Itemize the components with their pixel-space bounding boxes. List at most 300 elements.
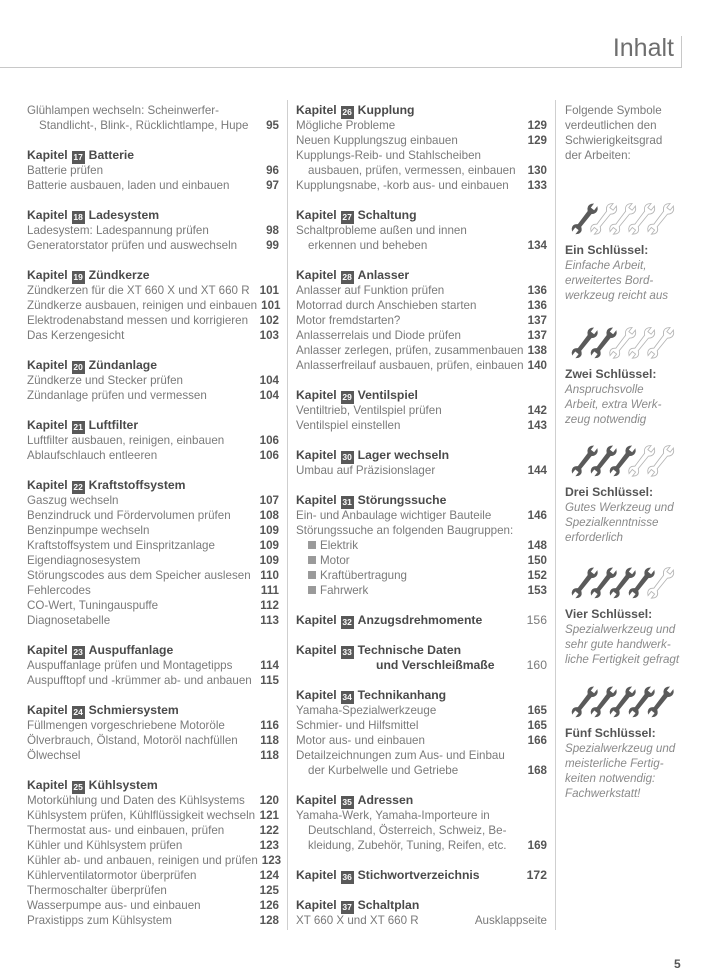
wrench-filled-icon xyxy=(589,444,619,479)
toc-entry-text: Zündkerze ausbauen, reinigen und einbauen xyxy=(27,299,258,312)
toc-entry[interactable] xyxy=(296,298,547,313)
chapter-number-badge: 30 xyxy=(342,452,352,462)
chapter-title-group xyxy=(27,148,134,163)
toc-entry-page: 129 xyxy=(527,134,547,147)
toc-entry-page: 109 xyxy=(259,539,279,552)
toc-entry-page: 165 xyxy=(527,704,547,717)
chapter-title-group xyxy=(27,643,173,658)
wrench-outline-icon xyxy=(646,444,676,479)
wrench-rating xyxy=(565,198,677,240)
wrench-rating xyxy=(565,562,677,604)
chapter-prefix: Kapitel xyxy=(27,268,68,282)
toc-entry[interactable] xyxy=(27,313,279,328)
toc-entry-text: Batterie ausbauen, laden und einbauen xyxy=(27,179,230,192)
toc-entry[interactable] xyxy=(27,853,282,868)
chapter-prefix: Kapitel xyxy=(27,148,68,162)
toc-entry[interactable] xyxy=(296,418,547,433)
toc-entry[interactable] xyxy=(296,808,547,823)
toc-section xyxy=(296,103,547,193)
wrench-filled-icon xyxy=(589,326,619,361)
toc-entry[interactable] xyxy=(27,508,279,523)
chapter-prefix: Kapitel xyxy=(296,643,337,657)
wrench-filled-icon xyxy=(627,685,657,720)
toc-section xyxy=(27,103,279,133)
toc-entry-text: Yamaha-Werk, Yamaha-Importeure in xyxy=(296,809,490,822)
difficulty-description: Arbeit, extra Werk- xyxy=(565,398,662,411)
chapter-title: Adressen xyxy=(357,793,414,807)
toc-entry-text: Praxistipps zum Kühlsystem xyxy=(27,914,172,927)
toc-entry-page: 130 xyxy=(527,164,547,177)
toc-entry[interactable] xyxy=(27,718,279,733)
toc-entry-page: 123 xyxy=(259,839,279,852)
toc-entry[interactable] xyxy=(296,748,547,763)
toc-entry-page: 128 xyxy=(259,914,279,927)
difficulty-description: meisterliche Fertig- xyxy=(565,757,664,770)
toc-entry[interactable] xyxy=(27,373,279,388)
toc-entry[interactable] xyxy=(27,178,279,193)
toc-entry-page: 107 xyxy=(259,494,279,507)
toc-entry-text: Auspufftopf und -krümmer ab- und anbauen xyxy=(27,674,252,687)
toc-entry-text: CO-Wert, Tuningauspuffe xyxy=(27,599,159,612)
toc-entry-text: Motorkühlung und Daten des Kühlsystems xyxy=(27,794,245,807)
toc-entry-page: 118 xyxy=(260,734,279,747)
toc-entry-page: 109 xyxy=(259,554,279,567)
toc-entry[interactable] xyxy=(27,238,279,253)
wrench-outline-icon xyxy=(608,326,638,361)
toc-entry-page: 120 xyxy=(259,794,279,807)
toc-entry[interactable] xyxy=(27,733,279,748)
toc-entry-text: Fehlercodes xyxy=(27,584,91,597)
chapter-page: 160 xyxy=(526,658,547,672)
chapter-number-badge: 31 xyxy=(342,497,352,507)
difficulty-description: Einfache Arbeit, xyxy=(565,259,647,272)
chapter-heading[interactable] xyxy=(296,643,547,658)
toc-entry[interactable] xyxy=(296,358,547,373)
chapter-heading[interactable] xyxy=(296,868,547,883)
toc-entry[interactable] xyxy=(27,913,279,928)
toc-entry-text: Ein- und Anbaulage wichtiger Bauteile xyxy=(296,509,492,522)
toc-entry-text: Motor fremdstarten? xyxy=(296,314,401,327)
toc-section xyxy=(296,613,547,628)
chapter-number-badge: 26 xyxy=(342,107,352,117)
toc-section xyxy=(296,868,547,883)
wrench-rating xyxy=(565,322,677,364)
chapter-prefix: Kapitel xyxy=(296,448,337,462)
chapter-heading[interactable] xyxy=(296,103,547,118)
toc-entry-page: 133 xyxy=(527,179,547,192)
chapter-title-group xyxy=(27,268,150,283)
chapter-title-group xyxy=(296,613,482,628)
legend-intro-line: Schwierigkeitsgrad xyxy=(565,134,663,147)
chapter-page: 172 xyxy=(526,868,547,882)
toc-entry[interactable] xyxy=(27,493,279,508)
chapter-title: Kühlsystem xyxy=(88,778,158,792)
toc-entry[interactable] xyxy=(296,523,547,538)
toc-entry-page: 111 xyxy=(260,584,279,597)
toc-entry-text: Mögliche Probleme xyxy=(296,119,396,132)
toc-entry[interactable] xyxy=(27,868,279,883)
toc-section xyxy=(27,643,279,688)
difficulty-level xyxy=(565,322,715,427)
toc-entry[interactable] xyxy=(27,808,279,823)
toc-entry[interactable] xyxy=(296,838,547,853)
difficulty-description: Anspruchsvolle xyxy=(565,383,644,396)
toc-entry-text: Anlasser zerlegen, prüfen, zusammenbauen xyxy=(296,344,524,357)
toc-entry-text: Batterie prüfen xyxy=(27,164,104,177)
toc-entry[interactable] xyxy=(296,553,547,568)
chapter-title-group xyxy=(296,448,449,463)
toc-entry[interactable] xyxy=(296,343,547,358)
toc-entry-text: Kühlsystem prüfen, Kühlflüssigkeit wechseln xyxy=(27,809,256,822)
toc-section xyxy=(27,208,279,253)
toc-entry-page: 150 xyxy=(527,554,547,567)
chapter-heading[interactable] xyxy=(27,778,279,793)
chapter-number-badge: 24 xyxy=(73,707,83,717)
chapter-heading[interactable] xyxy=(296,268,547,283)
toc-entry-page: 169 xyxy=(527,839,547,852)
toc-entry-page: 114 xyxy=(260,659,279,672)
toc-entry-page: 101 xyxy=(259,284,279,297)
toc-entry-text: Benzindruck und Fördervolumen prüfen xyxy=(27,509,231,522)
wrench-filled-icon xyxy=(608,566,638,601)
toc-entry-text: der Kurbelwelle und Getriebe xyxy=(308,764,459,777)
difficulty-description: sehr gute handwerk- xyxy=(565,638,671,651)
toc-entry-text: Luftfilter ausbauen, reinigen, einbauen xyxy=(27,434,225,447)
toc-entry-text: Ölverbrauch, Ölstand, Motoröl nachfüllen xyxy=(27,734,238,747)
toc-entry-text: Benzinpumpe wechseln xyxy=(27,524,150,537)
toc-entry[interactable] xyxy=(27,613,279,628)
difficulty-description: Fachwerkstatt! xyxy=(565,787,641,800)
chapter-prefix: Kapitel xyxy=(296,493,337,507)
chapter-heading[interactable] xyxy=(27,703,279,718)
chapter-heading[interactable] xyxy=(296,448,547,463)
wrench-filled-icon xyxy=(608,685,638,720)
toc-entry-text: Diagnosetabelle xyxy=(27,614,111,627)
chapter-heading[interactable] xyxy=(296,688,547,703)
toc-entry-page: 101 xyxy=(261,299,281,312)
toc-entry[interactable] xyxy=(296,463,547,478)
toc-entry[interactable] xyxy=(296,538,547,553)
toc-entry-page: 137 xyxy=(527,314,547,327)
chapter-number-badge: 28 xyxy=(342,272,352,282)
difficulty-description: erforderlich xyxy=(565,531,623,544)
toc-entry[interactable] xyxy=(27,898,279,913)
toc-entry-page: 108 xyxy=(259,509,279,522)
toc-entry[interactable] xyxy=(296,583,547,598)
toc-entry-page xyxy=(543,148,547,163)
chapter-title: Anlasser xyxy=(357,268,410,282)
chapter-title-group xyxy=(27,778,158,793)
toc-entry-page: 129 xyxy=(527,119,547,132)
wrench-filled-icon xyxy=(570,444,600,479)
chapter-title: Kraftstoffsystem xyxy=(88,478,186,492)
wrench-filled-icon xyxy=(589,685,619,720)
chapter-title: Kupplung xyxy=(357,103,415,117)
toc-entry[interactable] xyxy=(296,568,547,583)
chapter-heading[interactable] xyxy=(27,208,279,223)
toc-entry[interactable] xyxy=(296,763,547,778)
toc-entry-page xyxy=(275,103,279,118)
toc-section xyxy=(296,448,547,478)
toc-entry[interactable] xyxy=(296,328,547,343)
toc-entry-text: Eigendiagnosesystem xyxy=(27,554,141,567)
toc-entry[interactable] xyxy=(296,913,547,928)
toc-entry-page: 138 xyxy=(527,344,547,357)
chapter-heading[interactable] xyxy=(296,898,547,913)
chapter-title: Lager wechseln xyxy=(357,448,450,462)
chapter-title: Stichwortverzeichnis xyxy=(357,868,480,882)
legend-intro xyxy=(565,103,715,163)
toc-entry-page: 106 xyxy=(259,449,279,462)
wrench-outline-icon xyxy=(608,202,638,237)
toc-entry[interactable] xyxy=(296,118,547,133)
chapter-heading[interactable] xyxy=(27,478,279,493)
chapter-number-badge: 25 xyxy=(73,782,83,792)
toc-entry[interactable] xyxy=(27,103,279,118)
chapter-prefix: Kapitel xyxy=(296,208,337,222)
toc-entry[interactable] xyxy=(27,163,279,178)
toc-entry[interactable] xyxy=(27,223,279,238)
header-rule xyxy=(0,67,682,68)
chapter-title-group xyxy=(27,358,157,373)
chapter-number-badge: 17 xyxy=(73,152,83,162)
toc-entry[interactable] xyxy=(27,328,279,343)
toc-entry[interactable] xyxy=(27,748,279,763)
chapter-title-group xyxy=(27,208,159,223)
chapter-number-badge: 19 xyxy=(73,272,83,282)
toc-entry-text: Wasserpumpe aus- und einbauen xyxy=(27,899,201,912)
toc-entry-text: Elektrodenabstand messen und korrigieren xyxy=(27,314,249,327)
toc-entry[interactable] xyxy=(27,823,279,838)
toc-section xyxy=(27,703,279,763)
chapter-title: Schmiersystem xyxy=(88,703,179,717)
chapter-number-badge: 18 xyxy=(73,212,83,222)
toc-entry-page: 137 xyxy=(527,329,547,342)
toc-entry[interactable] xyxy=(27,883,279,898)
toc-entry-text: Motorrad durch Anschieben starten xyxy=(296,299,477,312)
toc-entry-text: Kraftübertragung xyxy=(296,568,407,583)
toc-entry[interactable] xyxy=(27,118,279,133)
toc-section xyxy=(296,208,547,253)
difficulty-legend xyxy=(565,103,715,800)
column-divider xyxy=(287,100,288,930)
toc-entry[interactable] xyxy=(27,448,279,463)
toc-entry[interactable] xyxy=(296,403,547,418)
toc-section xyxy=(296,268,547,373)
toc-section xyxy=(27,778,282,928)
toc-entry-page: 166 xyxy=(527,734,547,747)
chapter-title-group xyxy=(296,793,413,808)
chapter-prefix: Kapitel xyxy=(27,703,68,717)
toc-entry-text: Das Kerzengesicht xyxy=(27,329,125,342)
toc-entry-page: Ausklappseite xyxy=(474,914,547,927)
toc-entry-page: 116 xyxy=(260,719,279,732)
chapter-prefix: Kapitel xyxy=(296,103,337,117)
chapter-heading[interactable] xyxy=(296,493,547,508)
chapter-heading[interactable] xyxy=(27,268,279,283)
toc-section xyxy=(27,268,279,343)
difficulty-label: Drei Schlüssel: xyxy=(565,485,654,499)
toc-entry[interactable] xyxy=(296,223,547,238)
difficulty-level xyxy=(565,562,715,667)
toc-entry[interactable] xyxy=(27,673,279,688)
toc-entry-text: Kühlerventilatormotor überprüfen xyxy=(27,869,197,882)
toc-entry-text: Ölwechsel xyxy=(27,749,81,762)
toc-entry-text: Glühlampen wechseln: Scheinwerfer- xyxy=(27,104,220,117)
toc-entry-page: 136 xyxy=(527,299,547,312)
toc-entry[interactable] xyxy=(27,538,279,553)
chapter-number-badge: 37 xyxy=(342,902,352,912)
toc-entry-page: 134 xyxy=(527,239,547,252)
chapter-prefix: Kapitel xyxy=(27,358,68,372)
chapter-title-group xyxy=(296,103,415,118)
chapter-number-badge: 20 xyxy=(73,362,83,372)
toc-entry-text: Motor aus- und einbauen xyxy=(296,734,425,747)
toc-entry[interactable] xyxy=(27,298,279,313)
toc-entry[interactable] xyxy=(296,733,547,748)
chapter-title: Zündkerze xyxy=(88,268,150,282)
toc-entry-page: 152 xyxy=(527,569,547,582)
chapter-heading[interactable] xyxy=(296,208,547,223)
toc-entry[interactable] xyxy=(27,553,279,568)
chapter-title: Zündanlage xyxy=(88,358,158,372)
toc-entry[interactable] xyxy=(296,178,547,193)
toc-entry-text: Thermostat aus- und einbauen, prüfen xyxy=(27,824,225,837)
chapter-title: Batterie xyxy=(88,148,135,162)
wrench-outline-icon xyxy=(646,202,676,237)
chapter-prefix: Kapitel xyxy=(27,418,68,432)
toc-entry-text: Motor xyxy=(296,553,350,568)
wrench-outline-icon xyxy=(627,202,657,237)
wrench-filled-icon xyxy=(570,326,600,361)
toc-entry-text: Schmier- und Hilfsmittel xyxy=(296,719,419,732)
wrench-filled-icon xyxy=(627,566,657,601)
toc-entry[interactable] xyxy=(296,508,547,523)
toc-entry[interactable] xyxy=(27,793,279,808)
toc-entry[interactable] xyxy=(27,598,279,613)
toc-entry-page: 153 xyxy=(527,584,547,597)
toc-entry[interactable] xyxy=(296,238,547,253)
wrench-outline-icon xyxy=(627,326,657,361)
chapter-title-group xyxy=(27,418,138,433)
toc-entry-page: 121 xyxy=(259,809,279,822)
toc-column-1 xyxy=(27,103,282,943)
toc-entry-text: Elektrik xyxy=(296,538,358,553)
toc-entry-page xyxy=(543,823,547,838)
chapter-title-group xyxy=(296,643,461,658)
toc-entry[interactable] xyxy=(27,388,279,403)
chapter-number-badge: 27 xyxy=(342,212,352,222)
toc-entry-text: erkennen und beheben xyxy=(308,239,428,252)
toc-entry[interactable] xyxy=(296,163,547,178)
toc-section xyxy=(296,643,547,673)
toc-entry-page: 126 xyxy=(259,899,279,912)
wrench-outline-icon xyxy=(627,444,657,479)
toc-entry[interactable] xyxy=(27,658,279,673)
chapter-heading[interactable] xyxy=(296,613,547,628)
difficulty-description: Spezialwerkzeug und xyxy=(565,623,676,636)
chapter-number-badge: 34 xyxy=(342,692,352,702)
toc-entry-page xyxy=(543,748,547,763)
toc-entry[interactable] xyxy=(27,433,279,448)
toc-entry-page: 98 xyxy=(266,224,279,237)
toc-entry-text: Kupplungs-Reib- und Stahlscheiben xyxy=(296,149,481,162)
wrench-outline-icon xyxy=(589,202,619,237)
toc-entry-page xyxy=(543,808,547,823)
chapter-heading[interactable] xyxy=(296,793,547,808)
toc-entry[interactable] xyxy=(296,718,547,733)
toc-section xyxy=(296,898,547,928)
wrench-filled-icon xyxy=(646,685,676,720)
toc-entry[interactable] xyxy=(27,523,279,538)
toc-entry-page: 113 xyxy=(260,614,279,627)
toc-entry[interactable] xyxy=(296,283,547,298)
chapter-title-group xyxy=(296,268,409,283)
chapter-prefix: Kapitel xyxy=(296,388,337,402)
difficulty-description: Gutes Werkzeug und xyxy=(565,501,674,514)
chapter-prefix: Kapitel xyxy=(27,778,68,792)
toc-entry[interactable] xyxy=(27,583,279,598)
difficulty-label: Ein Schlüssel: xyxy=(565,243,649,257)
toc-section xyxy=(27,358,279,403)
chapter-prefix: Kapitel xyxy=(27,478,68,492)
chapter-heading-continued[interactable] xyxy=(296,658,547,673)
toc-entry[interactable] xyxy=(27,838,279,853)
chapter-number-badge: 36 xyxy=(342,872,352,882)
toc-entry[interactable] xyxy=(296,703,547,718)
chapter-title: Störungssuche xyxy=(357,493,447,507)
chapter-heading[interactable] xyxy=(296,388,547,403)
toc-section xyxy=(296,388,547,433)
wrench-outline-icon xyxy=(646,566,676,601)
toc-entry-page: 112 xyxy=(260,599,279,612)
toc-entry-text: Anlasserrelais und Diode prüfen xyxy=(296,329,461,342)
chapter-title-group xyxy=(27,703,179,718)
chapter-prefix: Kapitel xyxy=(296,268,337,282)
toc-entry-text: kleidung, Zubehör, Tuning, Reifen, etc. xyxy=(308,839,507,852)
chapter-number-badge: 32 xyxy=(342,617,352,627)
toc-entry[interactable] xyxy=(296,148,547,163)
toc-section xyxy=(296,493,547,598)
toc-entry-page: 103 xyxy=(259,329,279,342)
toc-entry-text: Thermoschalter überprüfen xyxy=(27,884,167,897)
chapter-title: Anzugsdrehmomente xyxy=(357,613,483,627)
chapter-title: Technische Daten xyxy=(357,643,462,657)
toc-entry[interactable] xyxy=(296,313,547,328)
chapter-prefix: Kapitel xyxy=(296,898,337,912)
toc-entry[interactable] xyxy=(27,568,279,583)
difficulty-level xyxy=(565,681,715,801)
chapter-heading[interactable] xyxy=(27,643,279,658)
chapter-number-badge: 35 xyxy=(342,797,352,807)
toc-entry[interactable] xyxy=(296,133,547,148)
toc-entry-text: Anlasserfreilauf ausbauen, prüfen, einbauen xyxy=(296,359,524,372)
toc-entry[interactable] xyxy=(27,283,279,298)
chapter-title-group xyxy=(296,493,446,508)
toc-entry-text: Deutschland, Österreich, Schweiz, Be- xyxy=(308,824,507,837)
difficulty-description: Spezialwerkzeug und xyxy=(565,742,676,755)
toc-entry[interactable] xyxy=(296,823,547,838)
toc-section xyxy=(27,418,279,463)
toc-entry-text: Zündkerze und Stecker prüfen xyxy=(27,374,183,387)
toc-entry-text: Gaszug wechseln xyxy=(27,494,119,507)
chapter-heading[interactable] xyxy=(27,358,279,373)
toc-entry-page: 118 xyxy=(260,749,279,762)
toc-entry-page: 115 xyxy=(260,674,279,687)
chapter-heading[interactable] xyxy=(27,418,279,433)
toc-entry-text: Yamaha-Spezialwerkzeuge xyxy=(296,704,437,717)
chapter-heading[interactable] xyxy=(27,148,279,163)
